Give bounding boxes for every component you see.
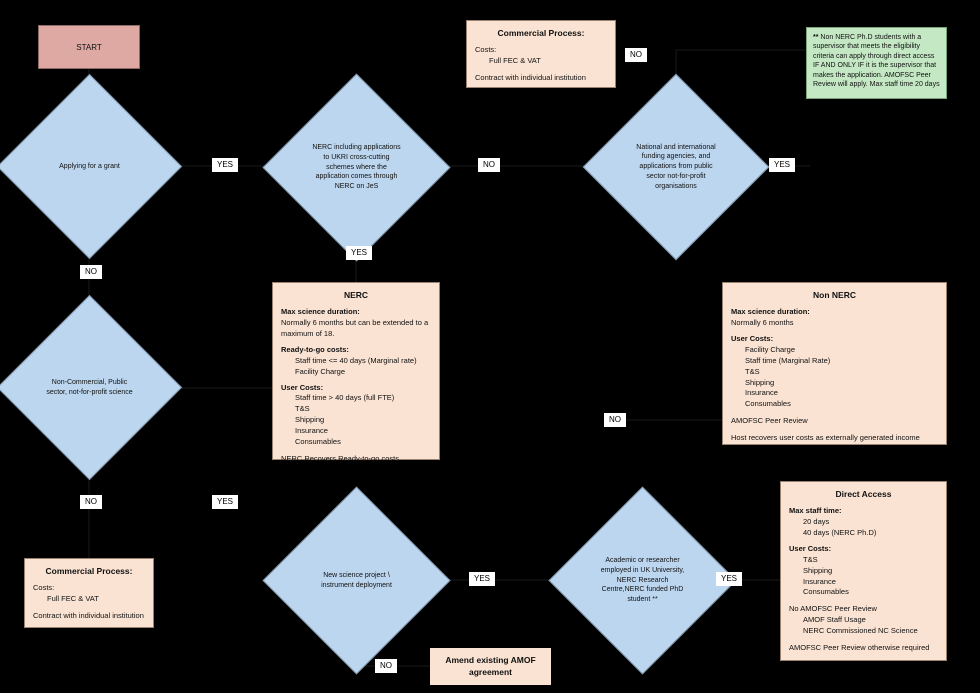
direct-access-user-cost-item: Shipping [803,565,833,575]
non-nerc-user-cost-item: Facility Charge [745,344,796,354]
edge-label-no-new-science: NO [375,659,397,673]
direct-access-user-cost-item: Insurance [803,576,836,586]
non-nerc-footer: Host recovers user costs as externally generated income [731,433,920,443]
non-nerc-user-costs-label: User Costs: [731,334,774,344]
nerc-user-costs-label: User Costs: [281,382,324,392]
nerc-max-duration-value: Normally 6 months but can be extended to a maximum of 18. [281,318,429,339]
commercial-bottom-title: Commercial Process: [45,566,133,576]
decision-nerc-jes-label: NERC including applications to UKRI cross-cutting schemes where the application comes through NERC on JeS [312,144,401,191]
decision-academic-researcher [576,514,709,647]
decision-national-international [610,101,742,233]
non-nerc-user-cost-item: Consumables [745,399,791,409]
direct-access-user-cost-item: Consumables [803,587,849,597]
direct-access-no-peer-review: No AMOFSC Peer Review [789,604,877,614]
direct-access-no-peer-review-item: AMOF Staff Usage [803,615,866,625]
commercial-bottom-costs-value: Full FEC & VAT [47,594,99,604]
non-nerc-peer-review: AMOFSC Peer Review [731,416,808,426]
commercial-top-costs-value: Full FEC & VAT [489,56,541,66]
nerc-box [272,282,440,463]
decision-new-science-project-label: New science project \ instrument deployment [321,571,392,589]
edge-label-no-grant: NO [80,265,102,279]
non-nerc-user-cost-item: Insurance [745,388,778,398]
edge-label-no-national-international: NO [604,413,626,427]
decision-academic-researcher-label: Academic or researcher employed in UK University, NERC Research Centre,NERC funded PhD student ** [600,557,685,604]
commercial-process-bottom-box [24,558,154,628]
non-nerc-box-title: Non NERC [813,290,856,300]
nerc-ready-label: Ready-to-go costs: [281,344,349,354]
edge-label-no-nerc-jes: NO [478,158,500,172]
nerc-user-cost-item: Shipping [295,415,325,425]
edge-label-no-non-commercial: NO [80,495,102,509]
direct-access-no-peer-review-item: NERC Commissioned NC Science [803,626,918,636]
commercial-top-title: Commercial Process: [497,28,585,38]
decision-nerc-jes [290,101,423,234]
edge-label-no-commercial-top: NO [625,48,647,62]
nerc-user-cost-item: Consumables [295,436,341,446]
amend-line-1: Amend existing AMOF [445,654,536,665]
commercial-top-costs-label: Costs: [475,45,497,55]
direct-access-max-staff-label: Max staff time: [789,506,842,516]
decision-applying-for-grant [24,101,155,232]
edge-label-yes-national-international: YES [769,158,795,172]
non-nerc-user-cost-item: Staff time (Marginal Rate) [745,355,831,365]
nerc-user-cost-item: T&S [295,404,310,414]
nerc-max-duration-label: Max science duration: [281,307,360,317]
direct-access-max-staff-item: 20 days [803,517,830,527]
non-nerc-max-duration-value: Normally 6 months [731,318,794,328]
commercial-top-contract: Contract with individual institution [475,73,586,83]
phd-supervisor-note [806,27,947,99]
decision-national-international-label: National and international funding agencies, and applications from public sector not-for-profit organisations [636,143,716,190]
direct-access-box [780,481,947,661]
nerc-box-title: NERC [343,290,369,300]
amend-agreement-box [430,648,551,685]
nerc-user-cost-item: Staff time > 40 days (full FTE) [295,393,395,403]
decision-applying-for-grant-label: Applying for a grant [59,162,120,170]
non-nerc-max-duration-label: Max science duration: [731,307,810,317]
direct-access-user-costs-label: User Costs: [789,543,832,553]
non-nerc-user-cost-item: T&S [745,366,760,376]
decision-new-science-project [290,514,423,647]
direct-access-footer: AMOFSC Peer Review otherwise required [789,642,930,652]
amend-line-2: agreement [469,666,512,677]
note-marker: ** [813,34,819,41]
direct-access-title: Direct Access [835,489,892,499]
start-label: START [76,42,102,52]
edge-label-yes-grant: YES [212,158,238,172]
edge-label-yes-academic: YES [716,572,742,586]
direct-access-user-cost-item: T&S [803,554,818,564]
non-nerc-box [722,282,947,445]
commercial-process-top-box [466,20,616,88]
edge-label-yes-nerc-jes: YES [346,246,372,260]
decision-non-commercial [24,322,155,453]
direct-access-max-staff-item: 40 days (NERC Ph.D) [803,528,877,538]
nerc-footer: NERC Recovers Ready-to-go costs [281,453,399,463]
commercial-bottom-costs-label: Costs: [33,583,55,593]
decision-non-commercial-label: Non-Commercial, Public sector, not-for-profit science [46,378,133,396]
nerc-user-cost-item: Insurance [295,426,328,436]
nerc-ready-item: Facility Charge [295,366,346,376]
edge-label-yes-non-commercial: YES [212,495,238,509]
start-node [38,25,140,69]
edge-label-yes-new-science: YES [469,572,495,586]
commercial-bottom-contract: Contract with individual institution [33,611,144,621]
note-text: Non NERC Ph.D students with a supervisor that meets the eligibility criteria can apply through direct access IF AND ONLY IF it is the supervisor that makes the application. AMOFSC Peer Review will apply. Max staff time 20 days [813,34,940,89]
non-nerc-user-cost-item: Shipping [745,377,775,387]
nerc-ready-item: Staff time <= 40 days (Marginal rate) [295,355,417,365]
